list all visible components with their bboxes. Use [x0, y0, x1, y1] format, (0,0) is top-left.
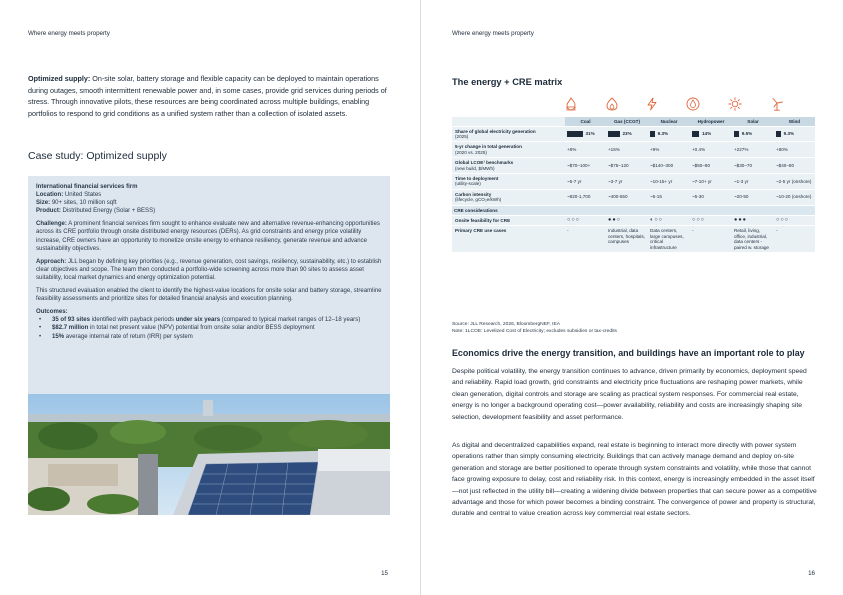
matrix-header-row: [452, 117, 815, 126]
running-head: Where energy meets property: [28, 30, 110, 37]
economics-heading: Economics drive the energy transition, and buildings have an important role to play: [452, 348, 805, 358]
share-bar: [776, 131, 781, 137]
matrix-cell: +15%: [606, 142, 648, 158]
matrix-cell: ~10-20 (onshore): [774, 189, 815, 205]
use-case-cell: Data centers, large campuses, critical infrastructure: [648, 226, 690, 252]
energy-icons-row: [452, 97, 815, 117]
column-header: Gas (CCGT): [606, 117, 648, 126]
matrix-cell: ~$70–100+: [565, 158, 606, 174]
column-header: Solar: [732, 117, 774, 126]
share-bar: [567, 131, 583, 137]
feasibility-dots: ●●●: [732, 215, 774, 225]
matrix-row: [452, 173, 815, 189]
feasibility-dots: ○○○: [565, 215, 606, 225]
matrix-cell: ~$30–70: [732, 158, 774, 174]
share-bar: [650, 131, 655, 137]
matrix-cell: ~820-1,700: [565, 189, 606, 205]
share-bar: [692, 131, 699, 137]
matrix-cell: +8%: [565, 142, 606, 158]
column-header: Hydropower: [690, 117, 732, 126]
case-approach: Approach: JLL began by defining key priorities (e.g., revenue generation, cost savings, resiliency, sustainability, etc.) to establish clear objectives and scope. The team then conducted a portfolio-wide screening across more than 90 sites to assess asset suitability, local market dynamics and energy optimization potential.: [36, 258, 382, 281]
energy-matrix-table: [452, 117, 815, 252]
outcome-item: • 15% average internal rate of return (IRR) per system: [38, 333, 382, 341]
feasibility-dots: ◐○○: [648, 215, 690, 225]
right-page: [422, 0, 843, 595]
use-case-cell: -: [565, 226, 606, 252]
matrix-cell: 9.5%: [732, 126, 774, 142]
feasibility-dots: ●●○: [606, 215, 648, 225]
body-paragraph-1: Despite political volatility, the energy transition continues to advance, driven primarily by economics, deployment speed and reliability. Rapid load growth, grid constraints and electricity price fluctuations are reshaping power markets, while clean generation, digital controls and storage are scaling as practical system responses. For commercial real estate, energy is no longer a background operating cost—power availability, reliability and costs are increasingly shaping site selection, development feasibility and asset performance.: [452, 368, 807, 421]
matrix-row: [452, 158, 815, 174]
row-label: Time to deployment (utility-scale): [452, 173, 565, 189]
matrix-cell: ~10-15+ yr: [648, 173, 690, 189]
matrix-cell: ~$40–80: [774, 158, 815, 174]
matrix-cell: ~$50–80: [690, 158, 732, 174]
matrix-cell: ~3-7 yr: [606, 173, 648, 189]
matrix-row: [452, 189, 815, 205]
row-label: Carbon intensity (lifecycle, gCO₂e/kWh): [452, 189, 565, 205]
intro-label: Optimized supply:: [28, 74, 91, 83]
matrix-cell: 23%: [606, 126, 648, 142]
matrix-cell: ~$75–120: [606, 158, 648, 174]
use-case-cell: Industrial, data centers, hospitals, campuses: [606, 226, 648, 252]
row-label: Primary CRE use cases: [452, 226, 565, 252]
outcome-item: • 35 of 93 sites identified with payback periods under six years (compared to typical market ranges of 12–18 years): [38, 316, 382, 324]
water-drop-icon: [686, 97, 700, 111]
matrix-cell: +80%: [774, 142, 815, 158]
matrix-corner: [452, 117, 565, 126]
matrix-cell: ~20-50: [732, 189, 774, 205]
wind-turbine-icon: [770, 97, 784, 111]
running-head: Where energy meets property: [452, 30, 534, 37]
row-label: 5-yr change in total generation (2020 vs. 2025): [452, 142, 565, 158]
table-source: [452, 321, 617, 335]
case-approach-2: This structured evaluation enabled the client to identify the highest-value locations for onsite solar and battery storage, streamline feasibility assessments and prioritize sites for detailed financial analysis and execution planning.: [36, 288, 382, 303]
sun-icon: [728, 97, 742, 111]
share-bar: [608, 131, 620, 137]
column-header: Wind: [774, 117, 815, 126]
case-study-label: Case study:: [28, 150, 84, 162]
rooftop-solar-photo: [28, 394, 390, 515]
case-outcomes-list: [38, 316, 382, 340]
matrix-row: [452, 142, 815, 158]
matrix-cell: +227%: [732, 142, 774, 158]
matrix-cell: ~400-550: [606, 189, 648, 205]
matrix-cell: 9.3%: [774, 126, 815, 142]
feasibility-dots: ○○○: [690, 215, 732, 225]
case-size: Size: 90+ sites, 10 million sqft: [36, 200, 117, 207]
column-header: Nuclear: [648, 117, 690, 126]
case-product: Product: Distributed Energy (Solar + BESS): [36, 208, 156, 215]
case-study-title: Optimized supply: [86, 150, 167, 162]
matrix-cell: 9.3%: [648, 126, 690, 142]
matrix-cell: ~5-7 yr: [565, 173, 606, 189]
use-case-cell: -: [774, 226, 815, 252]
page-number: 16: [808, 570, 815, 577]
case-study-heading: [28, 150, 167, 162]
matrix-cell: +0.4%: [690, 142, 732, 158]
row-label: Share of global electricity generation (2025): [452, 126, 565, 142]
body-paragraph-2: As digital and decentralized capabilities expand, real estate is beginning to interact more directly with power system operations rather than simply consuming electricity. Buildings that can actively manage demand and deploy on-site generation and storage are better positioned to operate through system constraints and volatility, while those that cannot face growing exposure to delay, cost and reliability risk. In this context, energy is increasingly embedded in the asset itself—not just reflected in the utility bill—creating a widening divide between properties that can secure power as a competitive advantage and those for which power becomes a binding constraint. The convergence of power and property is structural, durable and central to value creation across key commercial real estate sectors.: [452, 442, 817, 518]
matrix-cell: ~5-30: [690, 189, 732, 205]
share-bar: [734, 131, 739, 137]
use-case-cell: Retail, living, office, industrial, data centers - paired w. storage: [732, 226, 774, 252]
outcome-item: • $82.7 million in total net present value (NPV) potential from onsite solar and/or BESS deployment: [38, 324, 382, 332]
row-label: Global LCOE¹ benchmarks (new build, $/MWh): [452, 158, 565, 174]
matrix-cell: ~1-3 yr: [732, 173, 774, 189]
matrix-cell: +9%: [648, 142, 690, 158]
matrix-cell: 31%: [565, 126, 606, 142]
gas-flame-icon: [605, 97, 619, 111]
intro-paragraph: [28, 73, 392, 119]
source-line: Source: JLL Research, 2026, BloombergNEF, IEA: [452, 322, 561, 327]
feasibility-row: [452, 215, 815, 225]
feasibility-dots: ○○○: [774, 215, 815, 225]
matrix-cell: ~7-10+ yr: [690, 173, 732, 189]
case-firm: International financial services firm: [36, 184, 138, 190]
matrix-cell: ~$140–300: [648, 158, 690, 174]
matrix-cell: ~5-15: [648, 189, 690, 205]
matrix-cell: ~2-5 yr (onshore): [774, 173, 815, 189]
section-label: CRE considerations: [452, 205, 815, 215]
left-page: [0, 0, 421, 595]
use-case-cell: -: [690, 226, 732, 252]
section-row: [452, 205, 815, 215]
case-outcomes-label: Outcomes:: [36, 309, 68, 316]
coal-icon: [564, 97, 578, 111]
note-line: Note: 1LCOE: Levelized Cost of Electricity; excludes subsidies or tax-credits: [452, 329, 617, 334]
case-study-box: [28, 176, 390, 394]
lightning-icon: [645, 97, 659, 111]
matrix-row: [452, 126, 815, 142]
case-challenge: Challenge: A prominent financial services firm sought to enhance evaluate new and alternative revenue-enhancing opportunities across its CRE portfolio through onsite distributed energy resources (DERs). As grid constraints and energy price volatility increase, CRE owners have an opportunity to monetize onsite energy to enhance resiliency, generate revenue and advance sustainability objectives.: [36, 221, 380, 252]
page-number: 15: [381, 570, 388, 577]
column-header: Coal: [565, 117, 606, 126]
matrix-title: The energy + CRE matrix: [452, 77, 563, 87]
intro-text: On-site solar, battery storage and flexible capacity can be deployed to maintain operations during outages, smooth intermittent renewable power and, in some cases, provide grid services during periods of stress. Through innovative pilots, these resources are being coordinated across multiple buildings, enabling portfolios to respond to grid conditions as a unified system rather than a collection of isolated assets.: [28, 74, 387, 118]
rooftop-solar-photo-image: [28, 394, 390, 515]
row-label: Onsite feasibility for CRE: [452, 215, 565, 225]
matrix-cell: 14%: [690, 126, 732, 142]
case-location: Location: United States: [36, 192, 102, 199]
use-cases-row: [452, 226, 815, 252]
